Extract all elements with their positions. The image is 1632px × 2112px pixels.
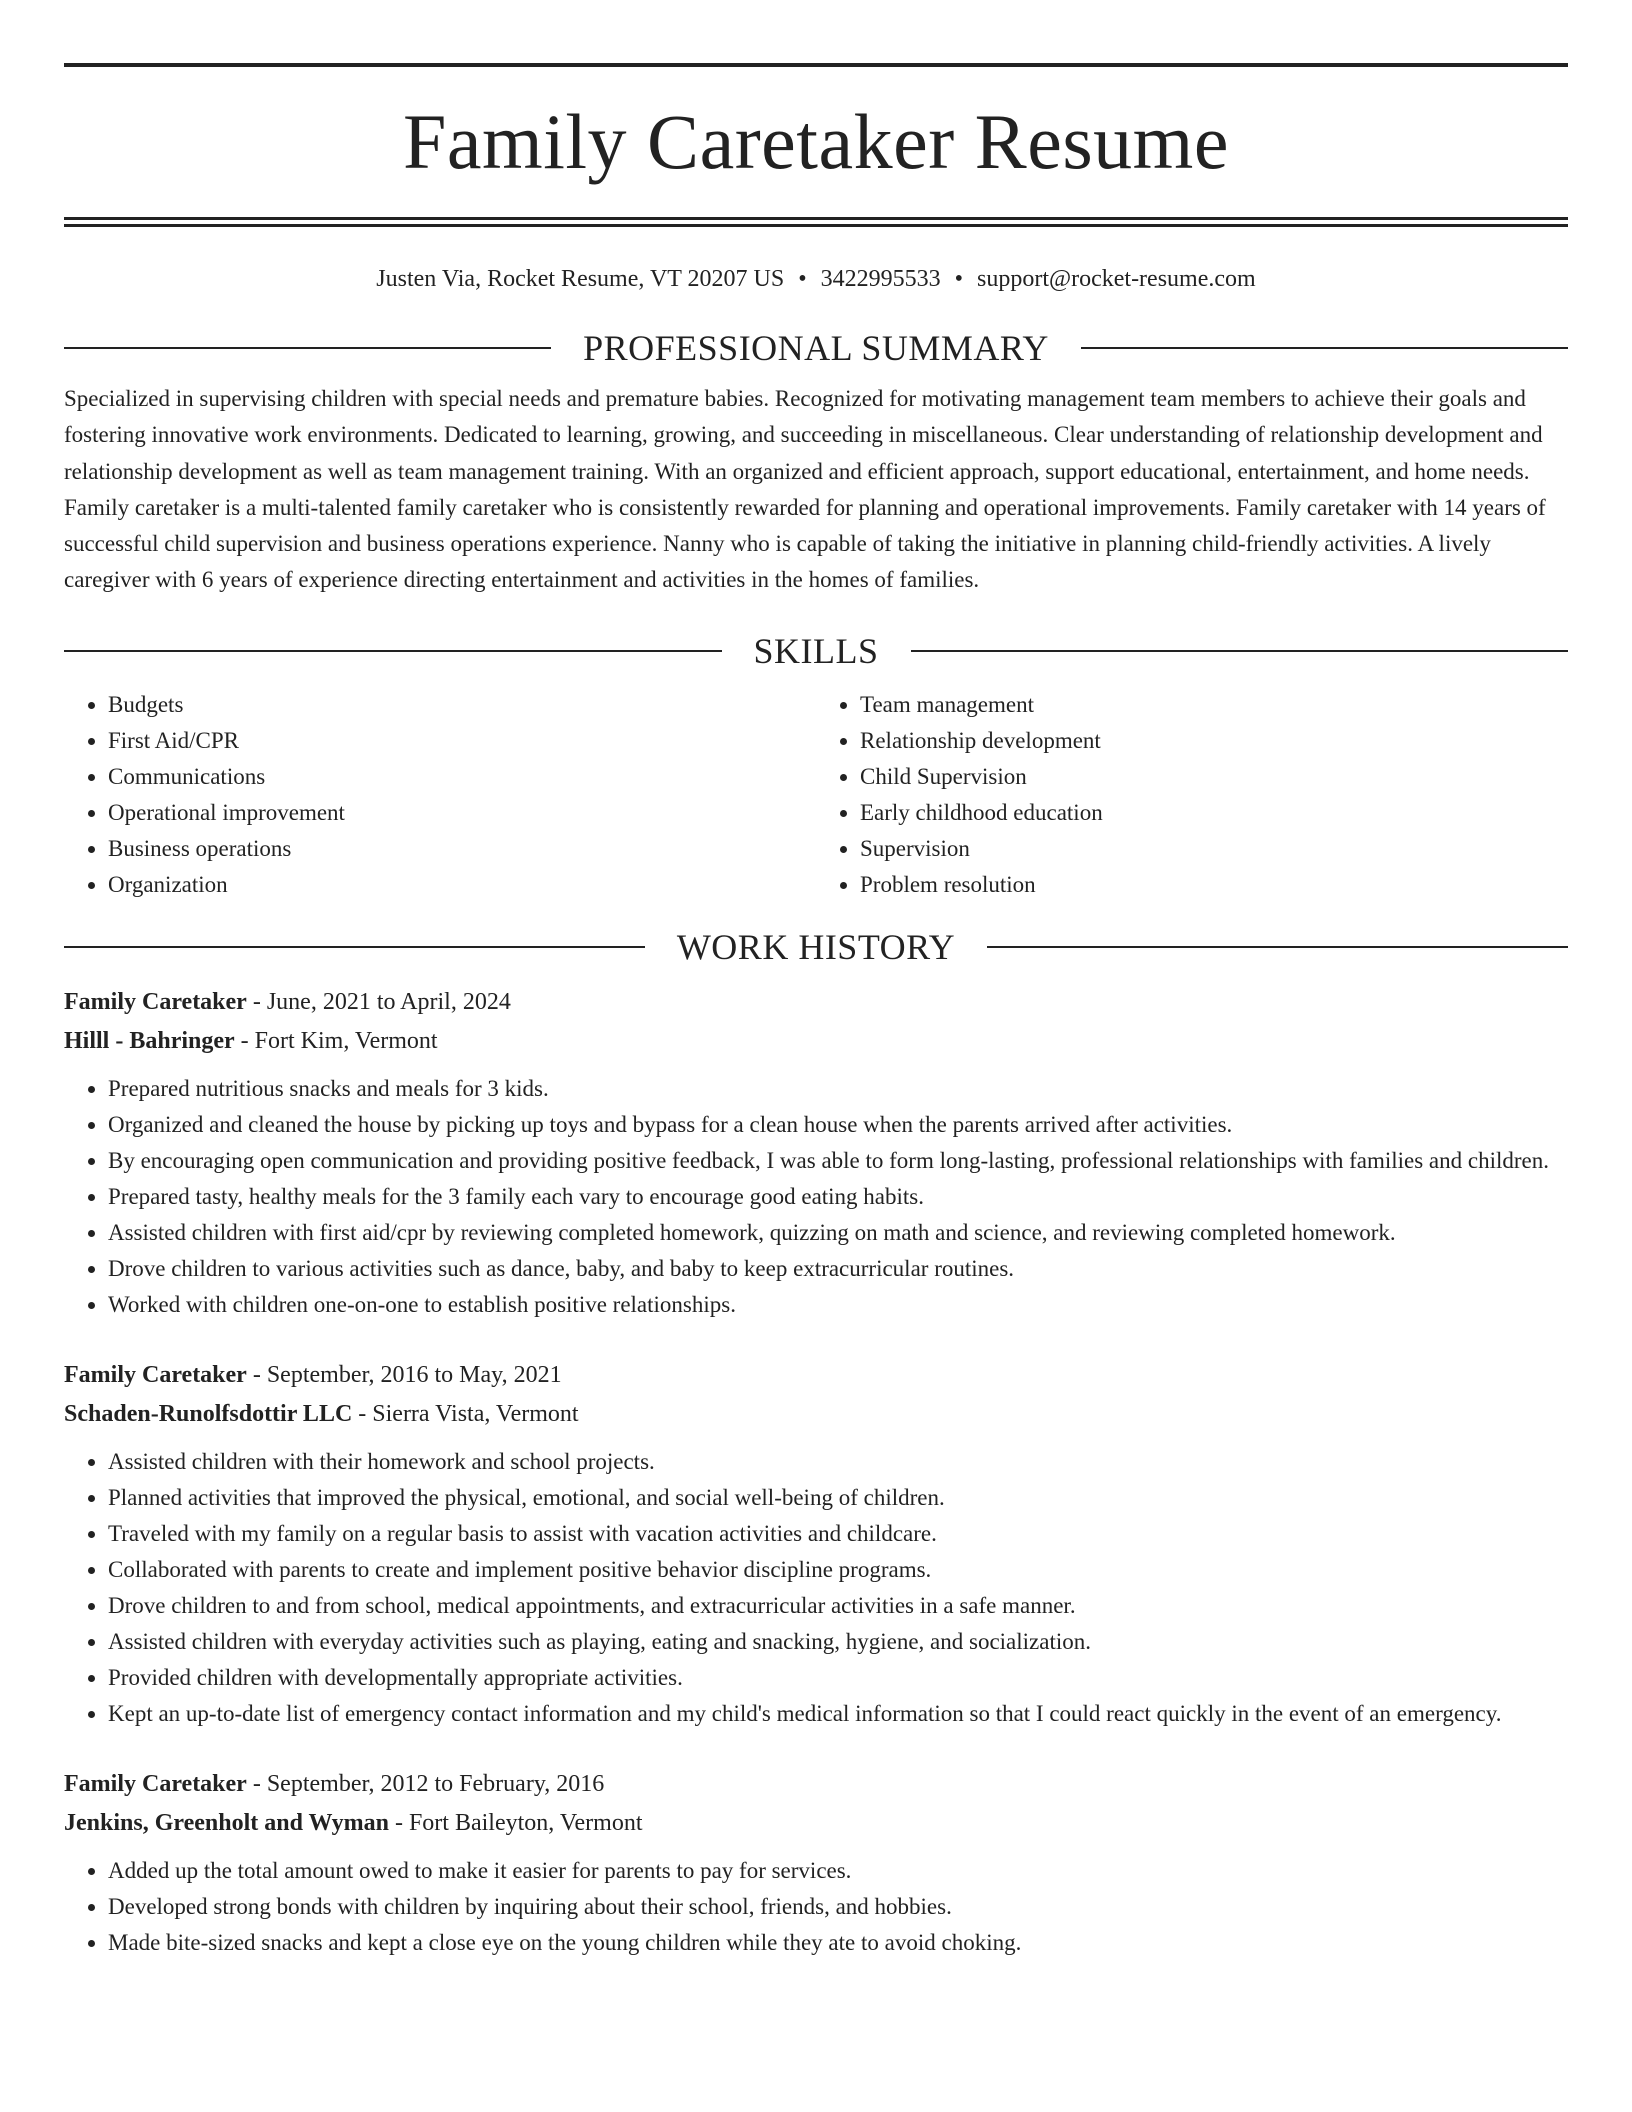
job-bullet: • Kept an up-to-date list of emergency contact information and my child's medical information so that I could react quickly in the event of an emergency. [108, 1696, 1568, 1732]
job-bullet: • Made bite-sized snacks and kept a close eye on the young children while they ate to avoid choking. [108, 1925, 1568, 1961]
job-bullet: • Assisted children with their homework and school projects. [108, 1444, 1568, 1480]
skill-item: • Budgets [108, 687, 816, 723]
job-title-line [64, 983, 1568, 1022]
skill-item: • First Aid/CPR [108, 723, 816, 759]
job-company: Hilll - Bahringer [64, 1027, 235, 1054]
job-title-line [64, 1356, 1568, 1395]
divider [911, 650, 1569, 652]
skills-column-right [816, 687, 1568, 903]
skill-item: • Business operations [108, 831, 816, 867]
skills-heading: SKILLS [753, 630, 879, 671]
job-bullet: • Prepared nutritious snacks and meals for 3 kids. [108, 1071, 1568, 1107]
skill-item: • Supervision [860, 831, 1568, 867]
job-company: Jenkins, Greenholt and Wyman [64, 1809, 389, 1836]
job-bullets [64, 1071, 1568, 1323]
job-bullets [64, 1444, 1568, 1732]
job-entry [64, 1765, 1568, 1961]
skills-list [64, 687, 1568, 903]
job-location: - Sierra Vista, Vermont [352, 1400, 579, 1427]
page-title: Family Caretaker Resume [403, 98, 1229, 185]
job-title-line [64, 1765, 1568, 1804]
contact-email: support@rocket-resume.com [977, 266, 1256, 292]
contact-line [64, 264, 1568, 294]
top-rule [64, 63, 1568, 67]
contact-separator: • [954, 266, 963, 292]
job-bullets [64, 1853, 1568, 1961]
job-entry [64, 983, 1568, 1323]
contact-separator: • [798, 266, 807, 292]
job-bullet: • By encouraging open communication and providing positive feedback, I was able to form long-lasting, professional relationships with families and children. [108, 1143, 1568, 1179]
job-title: Family Caretaker [64, 988, 247, 1015]
job-bullet: • Drove children to various activities such as dance, baby, and baby to keep extracurricular routines. [108, 1251, 1568, 1287]
summary-text: Specialized in supervising children with special needs and premature babies. Recognized for motivating management team members to achieve their goals and fostering innovative work environments. Dedicated to learning, growing, and succeeding in miscellaneous. Clear understanding of relationship development and relationship development as well as team management training. With an organized and efficient approach, support educational, entertainment, and home needs. Family caretaker is a multi-talented family caretaker who is consistently rewarded for planning and operational improvements. Family caretaker with 14 years of successful child supervision and business operations experience. Nanny who is capable of taking the initiative in planning child-friendly activities. A lively caregiver with 6 years of experience directing entertainment and activities in the homes of families. [64, 386, 1546, 593]
divider [64, 347, 551, 349]
work-heading: WORK HISTORY [676, 926, 956, 967]
contact-address: Justen Via, Rocket Resume, VT 20207 US [376, 266, 785, 292]
job-bullet: • Worked with children one-on-one to establish positive relationships. [108, 1287, 1568, 1323]
skill-item: • Communications [108, 759, 816, 795]
job-company: Schaden-Runolfsdottir LLC [64, 1400, 353, 1427]
double-rule [64, 217, 1568, 227]
skill-item: • Child Supervision [860, 759, 1568, 795]
job-bullet: • Collaborated with parents to create and implement positive behavior discipline programs. [108, 1552, 1568, 1588]
skills-section-header [64, 627, 1568, 675]
job-bullet: • Developed strong bonds with children by inquiring about their school, friends, and hobbies. [108, 1889, 1568, 1925]
job-company-line [64, 1022, 1568, 1061]
job-entry [64, 1356, 1568, 1732]
skill-item: • Organization [108, 867, 816, 903]
divider [1081, 347, 1568, 349]
contact-phone: 3422995533 [820, 266, 941, 292]
job-company-line [64, 1395, 1568, 1434]
divider [987, 946, 1568, 948]
job-bullet: • Assisted children with everyday activities such as playing, eating and snacking, hygiene, and socialization. [108, 1624, 1568, 1660]
job-dates: - September, 2012 to February, 2016 [246, 1770, 605, 1797]
job-bullet: • Traveled with my family on a regular basis to assist with vacation activities and childcare. [108, 1516, 1568, 1552]
summary-heading: PROFESSIONAL SUMMARY [583, 328, 1049, 368]
job-title: Family Caretaker [64, 1361, 247, 1388]
work-section-header [64, 923, 1568, 971]
divider [64, 650, 722, 652]
job-location: - Fort Baileyton, Vermont [388, 1809, 643, 1836]
skill-item: • Team management [860, 687, 1568, 723]
job-bullet: • Assisted children with first aid/cpr by reviewing completed homework, quizzing on math and science, and reviewing completed homework. [108, 1215, 1568, 1251]
job-bullet: • Added up the total amount owed to make it easier for parents to pay for services. [108, 1853, 1568, 1889]
job-location: - Fort Kim, Vermont [234, 1027, 438, 1054]
job-title: Family Caretaker [64, 1770, 247, 1797]
job-bullet: • Prepared tasty, healthy meals for the 3 family each vary to encourage good eating habits. [108, 1179, 1568, 1215]
job-dates: - September, 2016 to May, 2021 [246, 1361, 562, 1388]
skill-item: • Early childhood education [860, 795, 1568, 831]
skill-item: • Relationship development [860, 723, 1568, 759]
job-bullet: • Planned activities that improved the physical, emotional, and social well-being of children. [108, 1480, 1568, 1516]
summary-section-header [64, 324, 1568, 372]
skills-column-left [64, 687, 816, 903]
skill-item: • Problem resolution [860, 867, 1568, 903]
job-company-line [64, 1804, 1568, 1843]
skill-item: • Operational improvement [108, 795, 816, 831]
divider [64, 946, 645, 948]
job-bullet: • Drove children to and from school, medical appointments, and extracurricular activities in a safe manner. [108, 1588, 1568, 1624]
job-dates: - June, 2021 to April, 2024 [246, 988, 511, 1015]
job-bullet: • Organized and cleaned the house by picking up toys and bypass for a clean house when the parents arrived after activities. [108, 1107, 1568, 1143]
job-bullet: • Provided children with developmentally appropriate activities. [108, 1660, 1568, 1696]
